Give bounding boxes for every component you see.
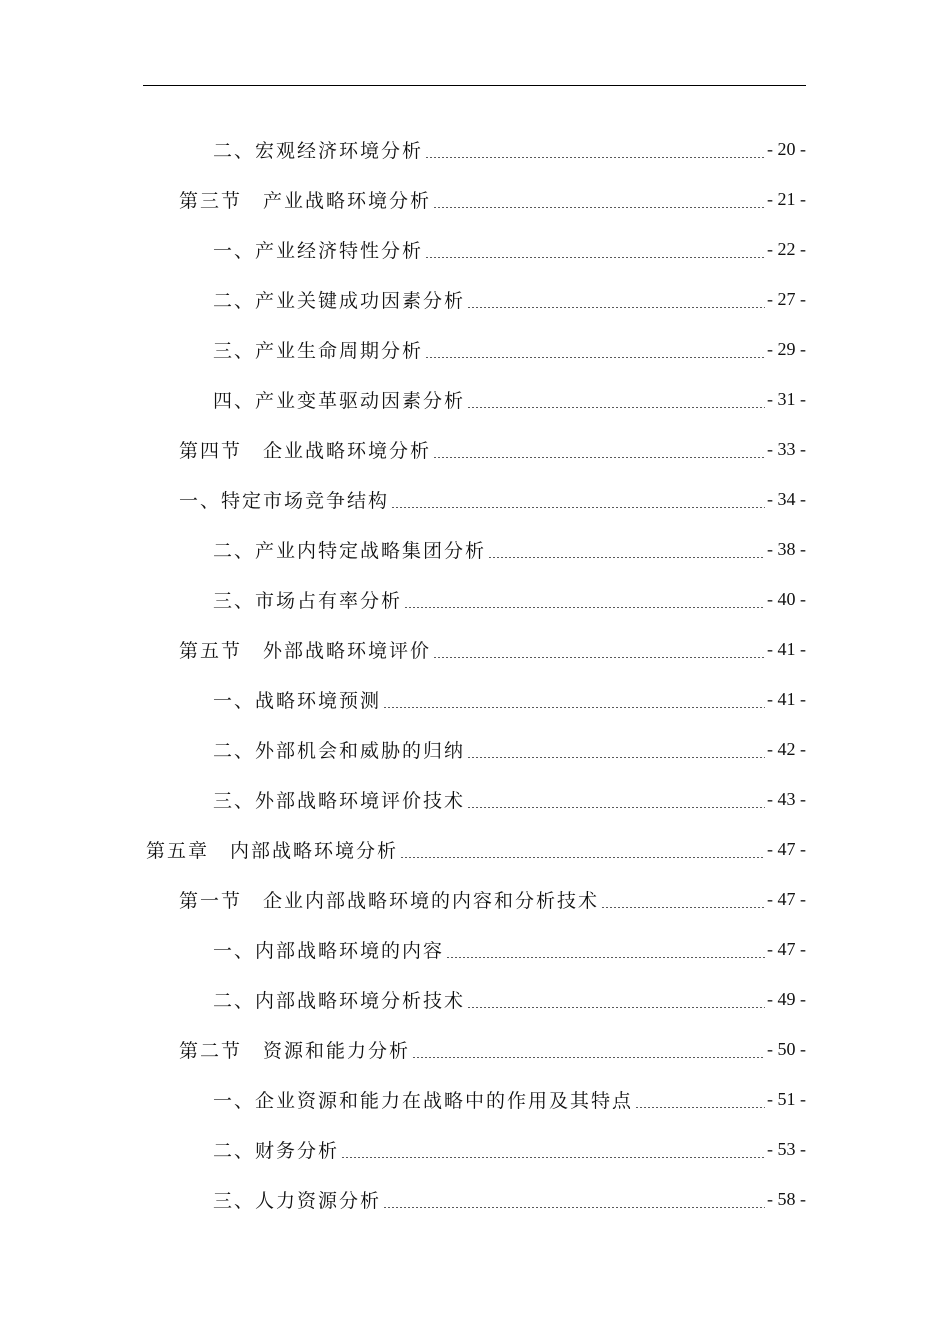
toc-entry-title: 第一节 企业内部战略环境的内容和分析技术: [179, 889, 600, 912]
toc-entry-page: - 50 -: [767, 1038, 806, 1059]
toc-entry-title: 二、宏观经济环境分析: [213, 139, 424, 162]
toc-entry-title: 四、产业变革驱动因素分析: [213, 389, 466, 412]
toc-entry-page: - 51 -: [767, 1088, 806, 1109]
toc-entry-page: - 40 -: [767, 588, 806, 609]
toc-entry-title: 第二节 资源和能力分析: [179, 1039, 411, 1062]
toc-entry[interactable]: [213, 574, 806, 624]
dot-leader: [446, 957, 765, 958]
dot-leader: [400, 857, 765, 858]
toc-entry[interactable]: [213, 224, 806, 274]
toc-entry-title: 二、外部机会和威胁的归纳: [213, 739, 466, 762]
toc-entry-page: - 42 -: [767, 738, 806, 759]
toc-entry[interactable]: [146, 824, 806, 874]
toc-entry[interactable]: [213, 724, 806, 774]
toc-entry-title: 第五节 外部战略环境评价: [179, 639, 432, 662]
toc-entry[interactable]: [213, 524, 806, 574]
toc-entry[interactable]: [213, 124, 806, 174]
dot-leader: [404, 607, 765, 608]
toc-entry[interactable]: [213, 324, 806, 374]
toc-entry-title: 一、战略环境预测: [213, 689, 382, 712]
toc-entry-title: 二、内部战略环境分析技术: [213, 989, 466, 1012]
toc-entry[interactable]: [213, 774, 806, 824]
toc-entry-page: - 41 -: [767, 638, 806, 659]
toc-entry[interactable]: [213, 1124, 806, 1174]
toc-entry-title: 第五章 内部战略环境分析: [146, 839, 399, 862]
dot-leader: [467, 307, 765, 308]
toc-entry-title: 三、人力资源分析: [213, 1189, 382, 1212]
toc-entry-page: - 22 -: [767, 238, 806, 259]
dot-leader: [425, 257, 765, 258]
toc-entry-page: - 29 -: [767, 338, 806, 359]
toc-entry[interactable]: [213, 374, 806, 424]
toc-entry[interactable]: [213, 1174, 806, 1224]
toc-entry-page: - 38 -: [767, 538, 806, 559]
toc-entry-page: - 53 -: [767, 1138, 806, 1159]
toc-entry-title: 三、产业生命周期分析: [213, 339, 424, 362]
toc-entry-title: 一、企业资源和能力在战略中的作用及其特点: [213, 1089, 634, 1112]
toc-entry-page: - 34 -: [767, 488, 806, 509]
toc-entry[interactable]: [213, 274, 806, 324]
toc-entry[interactable]: [179, 424, 806, 474]
toc-entry-page: - 58 -: [767, 1188, 806, 1209]
toc-entry-page: - 49 -: [767, 988, 806, 1009]
dot-leader: [383, 707, 765, 708]
toc-entry-page: - 33 -: [767, 438, 806, 459]
toc-entry-title: 一、内部战略环境的内容: [213, 939, 445, 962]
toc-entry[interactable]: [179, 1024, 806, 1074]
toc-entry-page: - 31 -: [767, 388, 806, 409]
toc-entry-title: 一、特定市场竞争结构: [179, 489, 390, 512]
toc-entry-page: - 47 -: [767, 938, 806, 959]
dot-leader: [635, 1107, 765, 1108]
toc-entry-page: - 20 -: [767, 138, 806, 159]
toc-entry-title: 第三节 产业战略环境分析: [179, 189, 432, 212]
toc-entry-title: 二、财务分析: [213, 1139, 340, 1162]
dot-leader: [467, 757, 765, 758]
toc-entry-title: 三、市场占有率分析: [213, 589, 403, 612]
toc-entry-page: - 27 -: [767, 288, 806, 309]
dot-leader: [412, 1057, 765, 1058]
toc-entry-page: - 41 -: [767, 688, 806, 709]
toc-entry-title: 一、产业经济特性分析: [213, 239, 424, 262]
toc-entry-title: 第四节 企业战略环境分析: [179, 439, 432, 462]
dot-leader: [467, 807, 765, 808]
dot-leader: [467, 1007, 765, 1008]
dot-leader: [341, 1157, 765, 1158]
dot-leader: [601, 907, 765, 908]
dot-leader: [488, 557, 765, 558]
toc-entry[interactable]: [213, 674, 806, 724]
toc-entry-title: 三、外部战略环境评价技术: [213, 789, 466, 812]
toc-entry-page: - 21 -: [767, 188, 806, 209]
toc-entry-title: 二、产业内特定战略集团分析: [213, 539, 487, 562]
toc-entry[interactable]: [213, 1074, 806, 1124]
toc-entry-title: 二、产业关键成功因素分析: [213, 289, 466, 312]
dot-leader: [467, 407, 765, 408]
dot-leader: [433, 457, 765, 458]
dot-leader: [433, 657, 765, 658]
toc-entry[interactable]: [179, 874, 806, 924]
dot-leader: [383, 1207, 765, 1208]
toc-entry-page: - 47 -: [767, 888, 806, 909]
header-rule: [143, 85, 806, 86]
toc-entry-page: - 47 -: [767, 838, 806, 859]
toc-entry[interactable]: [179, 624, 806, 674]
toc-entry-page: - 43 -: [767, 788, 806, 809]
dot-leader: [391, 507, 765, 508]
dot-leader: [425, 357, 765, 358]
toc-entry[interactable]: [213, 974, 806, 1024]
toc-entry[interactable]: [213, 924, 806, 974]
toc-entry[interactable]: [179, 474, 806, 524]
dot-leader: [433, 207, 765, 208]
toc-entry[interactable]: [179, 174, 806, 224]
dot-leader: [425, 157, 765, 158]
